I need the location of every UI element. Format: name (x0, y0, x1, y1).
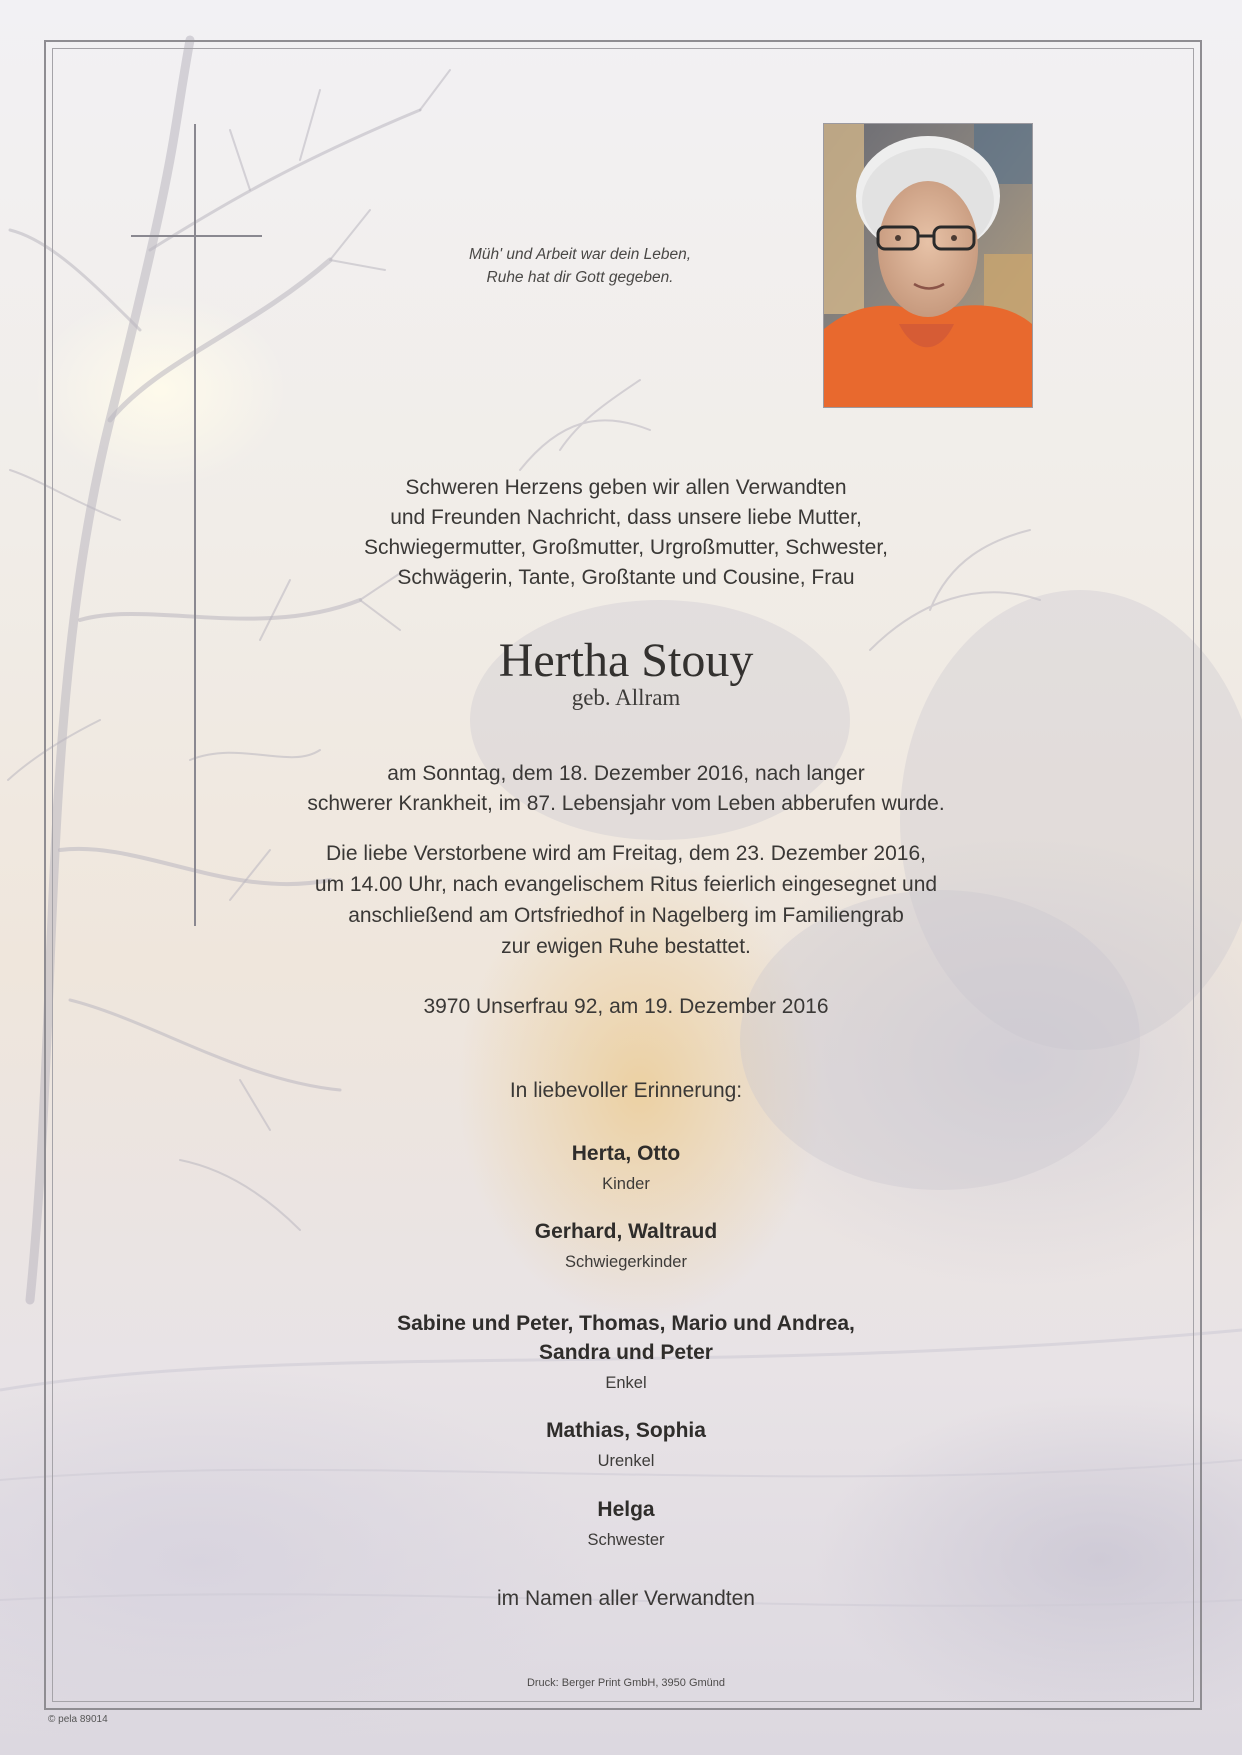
memory-heading: In liebevoller Erinnerung: (509, 1079, 743, 1102)
mourner-names (221, 1495, 1031, 1524)
quote-line-2: Ruhe hat dir Gott gegeben. (486, 269, 674, 286)
mourner-relation: Kinder (602, 1175, 650, 1193)
mourner-names (221, 1416, 1031, 1445)
intro-line-2: und Freunden Nachricht, dass unsere liebe Mutter, (390, 506, 862, 529)
intro-line-1: Schweren Herzens geben wir allen Verwandten (405, 476, 847, 499)
mourner-group (221, 1217, 1031, 1274)
funeral-details (221, 838, 1031, 962)
memorial-quote (400, 243, 760, 289)
portrait-photo (823, 123, 1033, 408)
cross-vertical-bar (194, 124, 196, 926)
mourner-name-line: Sabine und Peter, Thomas, Mario und Andrea, (397, 1312, 855, 1335)
death-notice (221, 759, 1031, 819)
mourner-group (221, 1139, 1031, 1196)
place-and-date: 3970 Unserfrau 92, am 19. Dezember 2016 (423, 995, 829, 1018)
announcement-intro (221, 473, 1031, 593)
death-line-1: am Sonntag, dem 18. Dezember 2016, nach langer (387, 762, 865, 785)
funeral-line-4: zur ewigen Ruhe bestattet. (501, 935, 751, 958)
mourner-relation: Schwester (587, 1531, 665, 1549)
quote-line-1: Müh' und Arbeit war dein Leben, (468, 246, 692, 263)
deceased-name: Hertha Stouy (498, 634, 754, 687)
mourner-relation: Enkel (605, 1374, 647, 1392)
intro-line-4: Schwägerin, Tante, Großtante und Cousine, Frau (397, 566, 855, 589)
mourner-group (221, 1416, 1031, 1473)
closing-line: im Namen aller Verwandten (497, 1587, 755, 1610)
printer-imprint: Druck: Berger Print GmbH, 3950 Gmünd (526, 1677, 726, 1689)
cross-horizontal-bar (131, 235, 262, 237)
maiden-name: geb. Allram (571, 685, 681, 710)
mourner-names (221, 1309, 1031, 1367)
intro-line-3: Schwiegermutter, Großmutter, Urgroßmutter, Schwester, (363, 536, 888, 559)
mourner-group (221, 1309, 1031, 1395)
mourner-relation: Schwiegerkinder (565, 1253, 687, 1271)
form-code: © pela 89014 (48, 1714, 108, 1725)
mourner-names (221, 1139, 1031, 1168)
mourner-name-line: Helga (597, 1498, 655, 1521)
mourner-group (221, 1495, 1031, 1552)
funeral-line-2: um 14.00 Uhr, nach evangelischem Ritus feierlich eingesegnet und (314, 873, 938, 896)
mourner-name-line: Mathias, Sophia (546, 1419, 706, 1442)
death-line-2: schwerer Krankheit, im 87. Lebensjahr vom Leben abberufen wurde. (307, 792, 945, 815)
mourner-name-line: Gerhard, Waltraud (534, 1220, 718, 1243)
mourner-names (221, 1217, 1031, 1246)
mourner-name-line: Herta, Otto (571, 1142, 681, 1165)
funeral-line-1: Die liebe Verstorbene wird am Freitag, dem 23. Dezember 2016, (326, 842, 926, 865)
funeral-line-3: anschließend am Ortsfriedhof in Nagelberg im Familiengrab (348, 904, 904, 927)
mourner-relation: Urenkel (597, 1452, 655, 1470)
mourner-name-line: Sandra und Peter (539, 1341, 713, 1364)
